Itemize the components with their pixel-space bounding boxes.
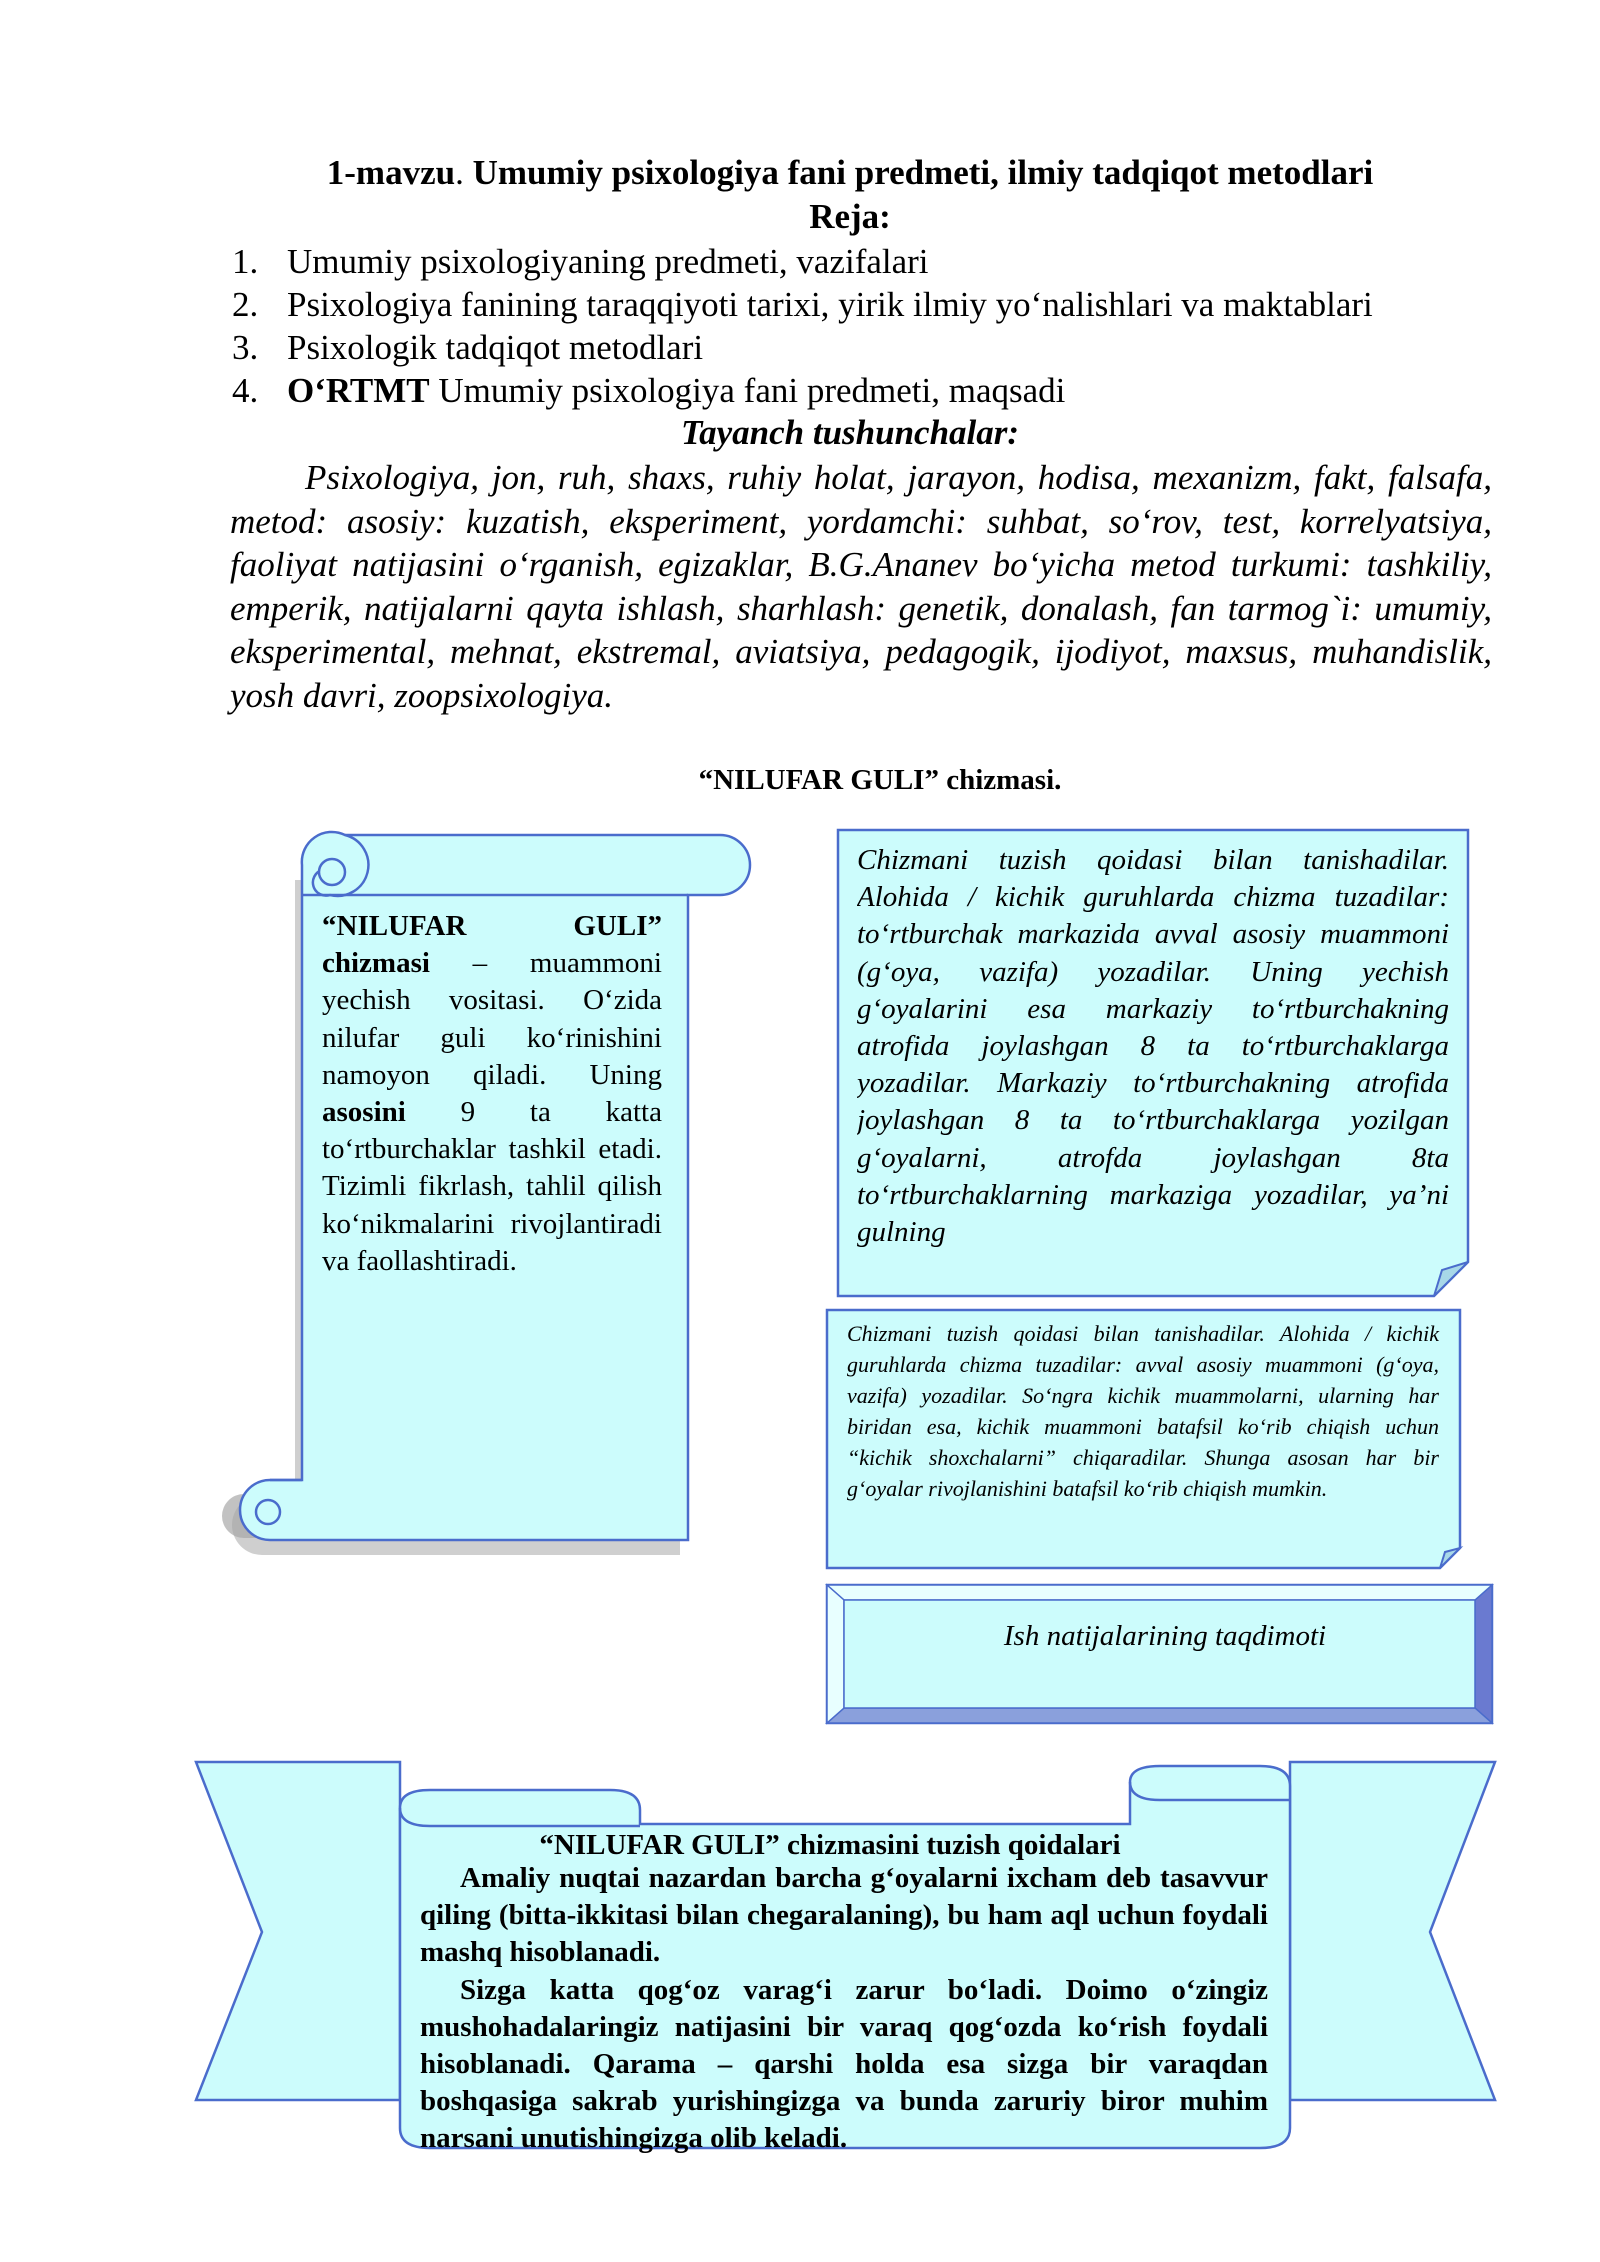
scroll-text — [322, 908, 662, 1280]
plan-item-text: Umumiy psixologiyaning predmeti, vazifalari — [287, 242, 929, 281]
banner-left-tail — [196, 1762, 400, 2100]
key-concepts-text: Psixologiya, jon, ruh, shaxs, ruhiy holat, jarayon, hodisa, mexanizm, fakt, falsafa, metod: asosiy: kuzatish, eksperiment, yordamchi: suhbat, so‘rov, test, korrelyatsiya, faoliyat natijasini o‘rganish, egizaklar, B.G.Ananev bo‘yicha metod turkumi: tashkiliy, emperik, natijalarni qayta ishlash, sharhlash: genetik, donalash, fan tarmog`i: umumiy, eksperimental, mehnat, ekstremal, aviatsiya, pedagogik, ijodiyot, maxsus, muhandislik, yosh davri, zoopsixologiya. — [230, 458, 1492, 715]
topic-title: Umumiy psixologiya fani predmeti, ilmiy tadqiqot metodlari — [463, 153, 1374, 192]
bevel-top-edge — [827, 1585, 1492, 1600]
plan-item-text: Psixologiya fanining taraqqiyoti tarixi, yirik ilmiy yo‘nalishlari va maktablari — [287, 285, 1373, 324]
plan-item-number: 3. — [232, 328, 259, 367]
scroll-bold-term: “NILUFAR GULI” chizmasi — [322, 910, 662, 980]
banner-text — [420, 1860, 1268, 2158]
plan-item-text: Psixologik tadqiqot metodlari — [287, 328, 704, 367]
plan-item-number: 1. — [232, 242, 259, 281]
bevel-right-edge — [1475, 1585, 1492, 1723]
banner-title: “NILUFAR GULI” chizmasini tuzish qoidalari — [539, 1829, 1121, 1861]
scroll-bottom-curl-circle — [256, 1500, 280, 1524]
topic-number: 1-mavzu — [326, 153, 456, 192]
topic-separator: . — [455, 153, 464, 192]
bevel-inner — [844, 1600, 1475, 1708]
scroll-shadow — [222, 852, 290, 1538]
plan-item-number: 4. — [232, 371, 259, 410]
key-concepts-title: Tayanch tushunchalar: — [680, 413, 1020, 452]
plan-item-number: 2. — [232, 285, 259, 324]
scroll-top-curl-circle — [319, 859, 345, 885]
scroll-text-part2: 9 ta katta to‘rtburchaklar tashkil etadi. Tizimli fikrlash, tahlil qilish ko‘nikmalarini rivojlantiradi va faollashtiradi. — [322, 1096, 662, 1277]
box1-text: Chizmani tuzish qoidasi bilan tanishadilar. Alohida / kichik guruhlarda chizma tuzadilar: to‘rtburchak markazida avval asosiy muammoni (g‘oya, vazifa) yozadilar. Uning yechish g‘oyalarini esa markaziy to‘rtburchakning atrofida joylashgan 8 ta to‘rtburchaklarga yozadilar. Markaziy to‘rtburchakning atrofida joylashgan 8 ta to‘rtburchaklarga yozilgan g‘oyalarni, atrofda joylashgan 8ta to‘rtburchaklarning markaziga yozadilar, ya’ni gulning — [857, 844, 1449, 1249]
bevel-box-shape — [827, 1585, 1492, 1723]
bevel-left-edge — [827, 1585, 844, 1723]
banner-paragraph-1: Amaliy nuqtai nazardan barcha g‘oyalarni ixcham deb tasavvur qiling (bitta-ikkitasi bilan chegaralaning), bu ham aql uchun foydali mashq hisoblanadi. — [420, 1862, 1268, 1969]
box2-text: Chizmani tuzish qoidasi bilan tanishadilar. Alohida / kichik guruhlarda chizma tuzadilar: avval asosiy muammoni (g‘oya, vazifa) yozadilar. So‘ngra kichik muammolarni, ularning har biridan esa, kichik muammoni batafsil ko‘rib chiqish uchun “kichik shoxchalarni” chiqaradilar. Shunga asosan har bir g‘oyalar rivojlanishini batafsil ko‘rib chiqish mumkin. — [847, 1321, 1439, 1501]
scroll-bold-basis: asosini — [322, 1096, 406, 1129]
bevel-bottom-edge — [827, 1708, 1492, 1723]
banner-paragraph-2: Sizga katta qog‘oz varag‘i zarur bo‘ladi. Doimo o‘zingiz mushohadalaringiz natijasini bir varaq qog‘ozda ko‘rish foydali hisoblanadi. Qarama – qarshi holda esa sizga bir varaqdan boshqasiga sakrab yurishingizga va bunda zaruriy biror muhim narsani unutishingizga olib keladi. — [420, 1973, 1268, 2155]
plan-title: Reja: — [809, 197, 891, 236]
plan-item-text: Umumiy psixologiya fani predmeti, maqsadi — [429, 371, 1066, 410]
banner-right-tail — [1290, 1762, 1495, 2100]
plan-item-bold: O‘RTMT — [287, 371, 430, 410]
presentation-label: Ish natijalarining taqdimoti — [1003, 1620, 1327, 1652]
diagram-title: “NILUFAR GULI” chizmasi. — [698, 764, 1062, 796]
scroll-text-part1: – muammoni yechish vositasi. O‘zida nilufar guli ko‘rinishini namoyon qiladi. Uning — [322, 947, 662, 1091]
